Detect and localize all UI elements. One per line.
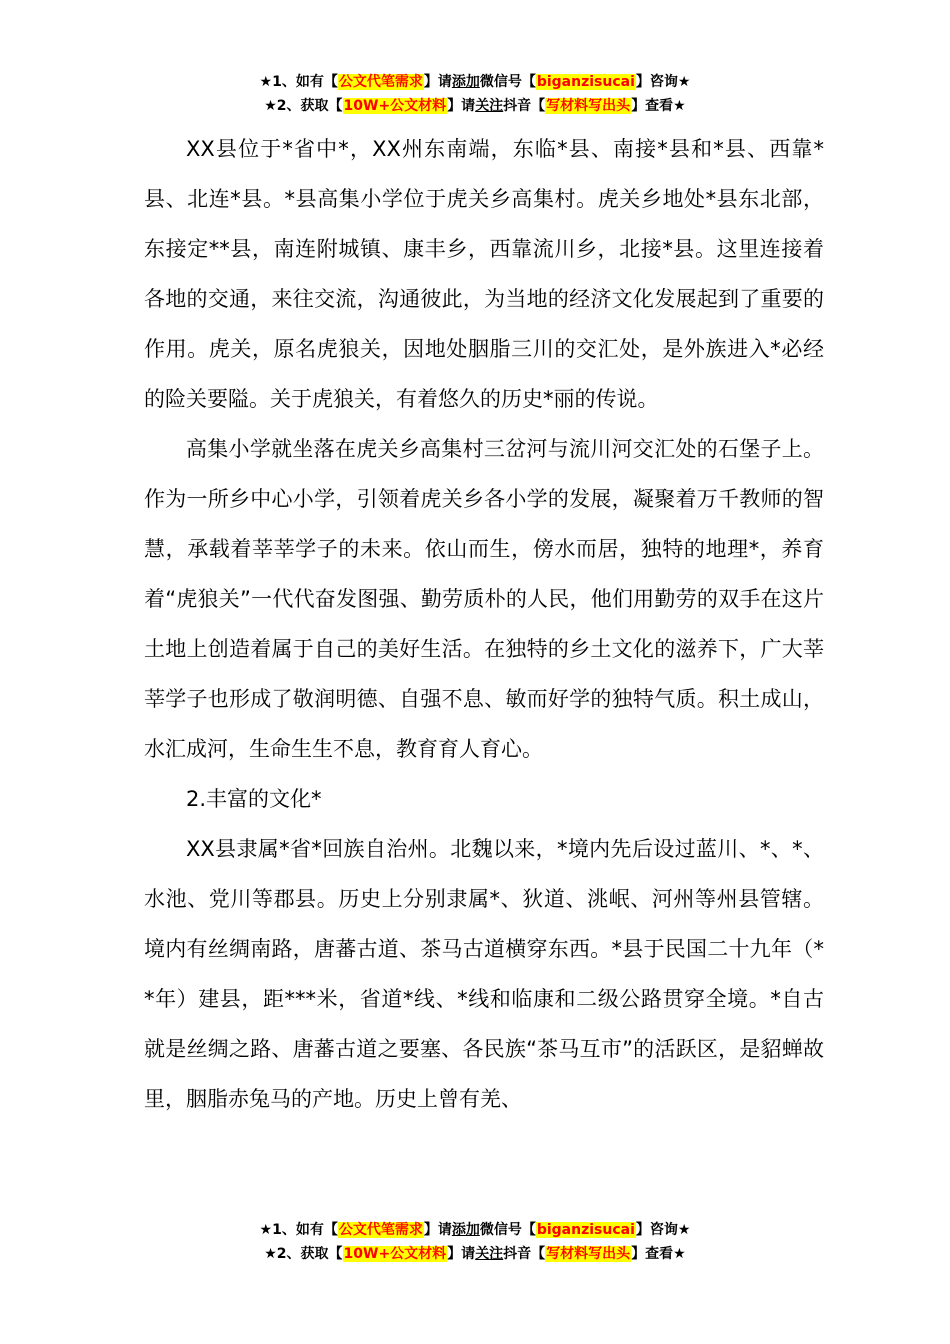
banner-text: 抖音【 [503,1246,546,1262]
banner-underlined-text: 添加 [451,1222,480,1238]
banner-highlight: biganzisucai [536,74,635,90]
paragraph: 高集小学就坐落在虎关乡高集村三岔河与流川河交汇处的石堡子上。作为一所乡中心小学，引领着虎关乡各小学的发展，凝聚着万千教师的智慧，承载着莘莘学子的未来。依山而生，傍水而居，独特的地理*，养育着“虎狼关”一代代奋发图强、勤劳质朴的人民，他们用勤劳的双手在这片土地上创造着属于自己的美好生活。在独特的乡土文化的滋养下，广大莘莘学子也形成了敬润明德、自强不息、敏而好学的独特气质。积土成山，水汇成河，生命生生不息，教育育人育心。 [144,437,824,761]
banner-line-1 [0,70,950,94]
paragraph: XX县位于*省中*，XX州东南端，东临*县、南接*县和*县、西靠*县、北连*县。*县高集小学位于虎关乡高集村。虎关乡地处*县东北部，东接定**县，南连附城镇、康丰乡，西靠流川乡，北接*县。这里连接着各地的交通，来往交流，沟通彼此，为当地的经济文化发展起到了重要的作用。虎关，原名虎狼关，因地处胭脂三川的交汇处，是外族进入*必经的险关要隘。关于虎狼关，有着悠久的历史*丽的传说。 [144,137,824,411]
banner-text: 微信号【 [479,74,536,90]
paragraph: XX县隶属*省*回族自治州。北魏以来，*境内先后设过蓝川、*、*、水池、党川等郡县。历史上分别隶属*、狄道、洮岷、河州等州县管辖。境内有丝绸南路，唐蕃古道、茶马古道横穿东西。*县于民国二十九年（**年）建县，距***米，省道*线、*线和临康和二级公路贯穿全境。*自古就是丝绸之路、唐蕃古道之要塞、各民族“茶马互市”的活跃区，是貂蝉故里，胭脂赤兔马的产地。历史上曾有羌、 [144,837,824,1111]
banner-text: 】请 [447,98,476,114]
banner-text: 微信号【 [479,1222,536,1238]
banner-line-2 [0,1242,950,1266]
banner-highlight: 写材料写出头 [546,98,631,114]
banner-text: 】请 [423,74,452,90]
banner-text: ★2、获取【 [264,1246,343,1262]
banner-highlight: 公文代笔需求 [338,1222,423,1238]
banner-text: ★1、如有【 [259,1222,338,1238]
banner-text: 】咨询★ [635,74,691,90]
banner-highlight: 写材料写出头 [546,1246,631,1262]
header-banner [0,70,950,118]
banner-text: 抖音【 [503,98,546,114]
banner-line-2 [0,94,950,118]
banner-line-1 [0,1218,950,1242]
document-body [144,124,824,1124]
banner-text: ★2、获取【 [264,98,343,114]
banner-highlight: 公文代笔需求 [338,74,423,90]
banner-highlight: biganzisucai [536,1222,635,1238]
banner-underlined-text: 关注 [475,1246,504,1262]
banner-underlined-text: 添加 [451,74,480,90]
footer-banner [0,1218,950,1266]
banner-text: 】请 [447,1246,476,1262]
banner-highlight: 10W+公文材料 [343,1246,447,1262]
banner-text: 】查看★ [631,98,686,114]
banner-text: 】咨询★ [635,1222,691,1238]
banner-text: 】请 [423,1222,452,1238]
section-heading: 2.丰富的文化* [186,787,322,811]
banner-underlined-text: 关注 [475,98,504,114]
banner-text: ★1、如有【 [259,74,338,90]
banner-highlight: 10W+公文材料 [343,98,447,114]
banner-text: 】查看★ [631,1246,686,1262]
